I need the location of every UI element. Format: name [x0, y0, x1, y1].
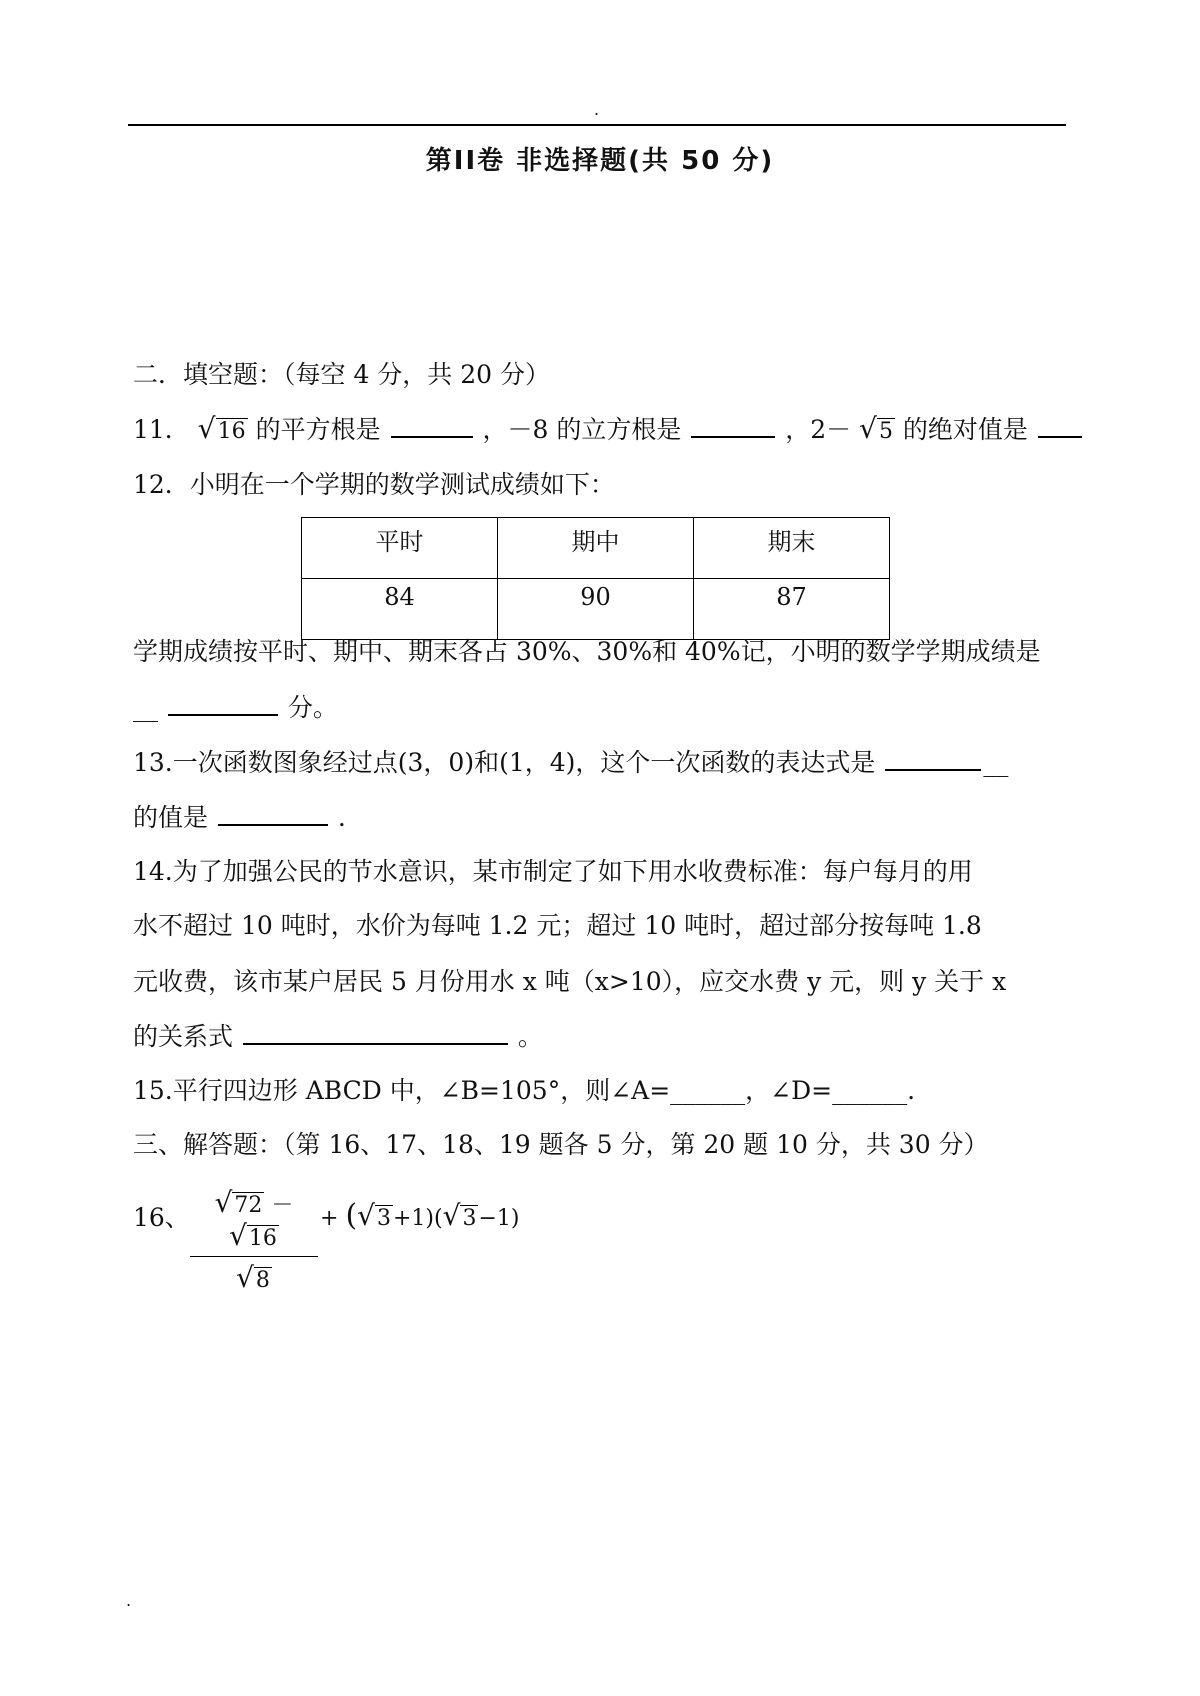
header-dot: .: [594, 100, 600, 119]
question-15: [133, 1071, 915, 1107]
q12-intro: 12．小明在一个学期的数学测试成绩如下：: [133, 470, 615, 499]
q13-line2: [133, 798, 346, 834]
q11-text2: ，－8 的立方根是: [482, 415, 682, 444]
q15-blank2[interactable]: ______: [832, 1076, 908, 1105]
sqrt-16: √16: [197, 412, 246, 445]
table-header-row: [302, 518, 890, 579]
q13-suffix: .: [337, 803, 346, 832]
fill-heading: 二．填空题：（每空 4 分，共 20 分）: [133, 360, 551, 389]
q13-blank1[interactable]: [885, 745, 981, 771]
q14-line3: 元收费，该市某户居民 5 月份用水 x 吨（x>10），应交水费 y 元，则 y 关于 x: [133, 967, 1007, 996]
q11-blank1[interactable]: [391, 412, 473, 438]
q12-suffix: 分。: [287, 693, 338, 722]
sqrt-3-a: √3: [357, 1199, 391, 1232]
q12-line3: [133, 688, 338, 724]
sqrt-3-b: √3: [442, 1199, 477, 1232]
table-cell: 87: [694, 579, 890, 640]
q14-line1: 14.为了加强公民的节水意识，某市制定了如下用水收费标准：每户每月的用: [133, 857, 973, 886]
product-middle: +1)(: [393, 1206, 443, 1231]
q13-line1: [133, 743, 1008, 779]
table-row: [302, 579, 890, 640]
q14-blank[interactable]: [243, 1019, 508, 1045]
q11-number: 11．: [133, 415, 190, 444]
plus-sign: +: [320, 1206, 339, 1231]
q15-part1: 15.平行四边形 ABCD 中，∠B=105°，则∠A=: [133, 1076, 671, 1105]
q16-number: 16、: [133, 1203, 190, 1232]
q13-prefix: 的值是: [133, 803, 209, 832]
q12-blank[interactable]: [168, 690, 278, 716]
q12-blank-lead: __: [133, 693, 158, 722]
solve-heading: 三、解答题：（第 16、17、18、19 题各 5 分，第 20 题 10 分，共 30 分）: [133, 1130, 989, 1159]
table-cell: 90: [498, 579, 694, 640]
q14-suffix: 。: [517, 1022, 543, 1051]
q11-text4: 的绝对值是: [902, 415, 1028, 444]
q11-blank2[interactable]: [691, 412, 775, 438]
q11-blank3[interactable]: [1038, 412, 1082, 438]
q11-text3: ，2－: [785, 415, 852, 444]
q11-text1: 的平方根是: [255, 415, 381, 444]
paren-close: −1): [478, 1206, 520, 1231]
fraction-numerator: [190, 1186, 318, 1257]
question-11: [133, 410, 1084, 446]
q12-line2: 学期成绩按平时、期中、期末各占 30%、30%和 40%记，小明的数学学期成绩是: [133, 637, 1041, 666]
q15-part2: ，∠D=: [745, 1076, 833, 1105]
minus-sign: －: [271, 1193, 294, 1218]
sqrt-8: √8: [236, 1261, 270, 1294]
q13-tail: __: [983, 748, 1009, 777]
table-header-cell: 期末: [694, 518, 890, 579]
table-header-cell: 平时: [302, 518, 498, 579]
q15-part3: .: [907, 1076, 916, 1105]
q13-text: 13.一次函数图象经过点(3，0)和(1，4)，这个一次函数的表达式是: [133, 748, 876, 777]
header-rule: [128, 124, 1066, 126]
q14-line2: 水不超过 10 吨时，水价为每吨 1.2 元；超过 10 吨时，超过部分按每吨 1.8: [133, 911, 982, 940]
sqrt-72: √72: [214, 1186, 263, 1219]
footer-dot: .: [126, 1591, 132, 1610]
q14-prefix: 的关系式: [133, 1022, 234, 1051]
fraction-denominator: [190, 1257, 318, 1294]
q13-blank2[interactable]: [218, 800, 328, 826]
q16-product: [320, 1198, 519, 1233]
q14-line4: [133, 1017, 543, 1053]
score-table: [301, 517, 890, 640]
sqrt-5: √5: [859, 412, 893, 445]
paren-open: (: [345, 1198, 358, 1233]
q16-fraction: [190, 1186, 318, 1294]
q15-blank1[interactable]: ______: [670, 1076, 746, 1105]
table-header-cell: 期中: [498, 518, 694, 579]
section-title: 第II卷 非选择题(共 50 分): [425, 146, 775, 176]
sqrt-16-b: √16: [229, 1219, 277, 1252]
table-cell: 84: [302, 579, 498, 640]
